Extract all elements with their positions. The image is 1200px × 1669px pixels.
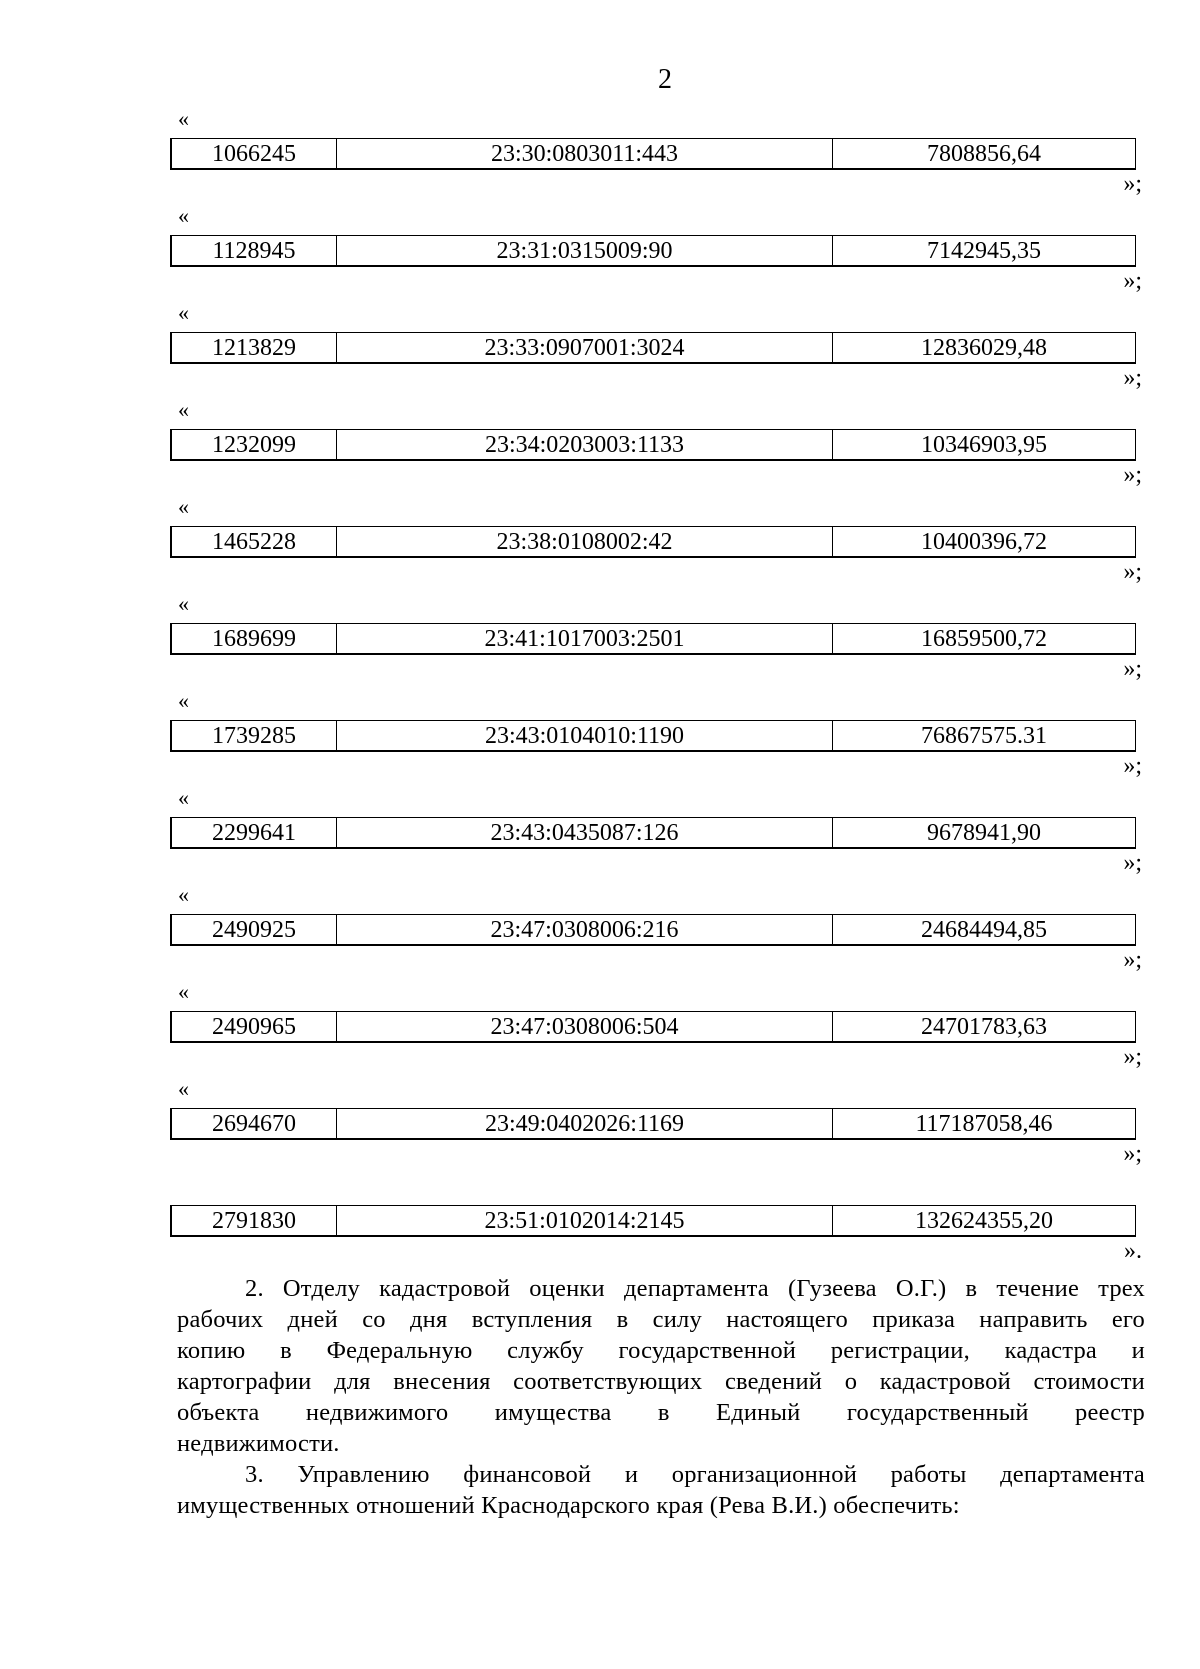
cadastral-number-cell: 23:41:1017003:2501 [337,624,833,653]
paragraph-line: копию в Федеральную службу государственной регистрации, кадастра и [177,1337,1145,1364]
cadastral-value-cell: 10346903,95 [921,432,1047,458]
table-row [170,106,1146,203]
table-cells [170,138,1136,170]
table-cells [170,1011,1136,1043]
open-quote: « [178,203,189,228]
cadastral-number-cell: 23:43:0104010:1190 [337,721,833,750]
cadastral-value-cell: 24684494,85 [921,917,1047,943]
table-row [170,300,1146,397]
cadastral-number-cell: 23:31:0315009:90 [337,236,833,265]
open-quote: « [178,979,189,1004]
cadastral-value-cell: 76867575.31 [921,723,1047,749]
paragraph-line: 2. Отделу кадастровой оценки департамента (Гузеева О.Г.) в течение трех [245,1275,1145,1302]
table-row [170,591,1146,688]
close-quote: »; [1123,753,1142,779]
table-row [170,203,1146,300]
cadastral-number-cell: 23:34:0203003:1133 [337,430,833,459]
object-id-cell: 2490925 [172,915,337,944]
table-row [170,688,1146,785]
cadastral-value-cell: 117187058,46 [915,1111,1053,1137]
table-cells [170,1205,1136,1237]
open-quote: « [178,882,189,907]
table-cells [170,332,1136,364]
cadastral-number-cell: 23:30:0803011:443 [337,139,833,168]
table-row [170,397,1146,494]
table-row [170,1076,1146,1173]
close-quote: »; [1123,559,1142,585]
cadastral-number-cell: 23:49:0402026:1169 [337,1109,833,1138]
table-row [170,979,1146,1076]
object-id-cell: 1739285 [172,721,337,750]
page-number: 2 [658,64,672,95]
close-quote: ». [1124,1238,1142,1264]
close-quote: »; [1123,268,1142,294]
open-quote: « [178,1076,189,1101]
close-quote: »; [1123,365,1142,391]
open-quote: « [178,494,189,519]
cadastral-number-cell: 23:47:0308006:216 [337,915,833,944]
object-id-cell: 1128945 [172,236,337,265]
object-id-cell: 1213829 [172,333,337,362]
close-quote: »; [1123,656,1142,682]
cadastral-value-cell: 7808856,64 [927,141,1041,167]
cadastral-value-cell: 12836029,48 [921,335,1047,361]
open-quote: « [178,397,189,422]
table-cells [170,1108,1136,1140]
close-quote: »; [1123,1044,1142,1070]
object-id-cell: 2299641 [172,818,337,847]
open-quote: « [178,591,189,616]
object-id-cell: 1066245 [172,139,337,168]
cadastral-number-cell: 23:33:0907001:3024 [337,333,833,362]
cadastral-number-cell: 23:43:0435087:126 [337,818,833,847]
table-cells [170,914,1136,946]
open-quote: « [178,688,189,713]
paragraph-2 [177,1273,1145,1459]
paragraph-line: рабочих дней со дня вступления в силу настоящего приказа направить его [177,1306,1145,1333]
close-quote: »; [1123,171,1142,197]
table-row [170,1173,1146,1270]
object-id-cell: 1465228 [172,527,337,556]
cadastral-number-cell: 23:47:0308006:504 [337,1012,833,1041]
paragraph-line: имущественных отношений Краснодарского края (Рева В.И.) обеспечить: [177,1492,960,1519]
paragraph-line: недвижимости. [177,1430,340,1457]
table-row [170,494,1146,591]
paragraph-line: 3. Управлению финансовой и организационной работы департамента [245,1461,1145,1488]
paragraph-3 [177,1459,1145,1521]
cadastral-value-cell: 9678941,90 [927,820,1041,846]
body-text [177,1273,1145,1521]
open-quote: « [178,300,189,325]
close-quote: »; [1123,462,1142,488]
cadastral-value-cell: 10400396,72 [921,529,1047,555]
paragraph-line: картографии для внесения соответствующих сведений о кадастровой стоимости [177,1368,1145,1395]
close-quote: »; [1123,850,1142,876]
cadastral-value-cell: 24701783,63 [921,1014,1047,1040]
table-row [170,882,1146,979]
table-cells [170,817,1136,849]
cadastral-value-cell: 132624355,20 [915,1208,1053,1234]
cadastral-value-list [170,106,1146,1270]
object-id-cell: 1689699 [172,624,337,653]
cadastral-number-cell: 23:51:0102014:2145 [337,1206,833,1235]
paragraph-line: объекта недвижимого имущества в Единый государственный реестр [177,1399,1145,1426]
open-quote: « [178,785,189,810]
cadastral-value-cell: 7142945,35 [927,238,1041,264]
table-cells [170,235,1136,267]
object-id-cell: 2791830 [172,1206,337,1235]
table-cells [170,720,1136,752]
open-quote: « [178,106,189,131]
cadastral-value-cell: 16859500,72 [921,626,1047,652]
close-quote: »; [1123,947,1142,973]
cadastral-number-cell: 23:38:0108002:42 [337,527,833,556]
table-cells [170,526,1136,558]
table-cells [170,429,1136,461]
close-quote: »; [1123,1141,1142,1167]
object-id-cell: 2694670 [172,1109,337,1138]
object-id-cell: 2490965 [172,1012,337,1041]
table-cells [170,623,1136,655]
object-id-cell: 1232099 [172,430,337,459]
table-row [170,785,1146,882]
